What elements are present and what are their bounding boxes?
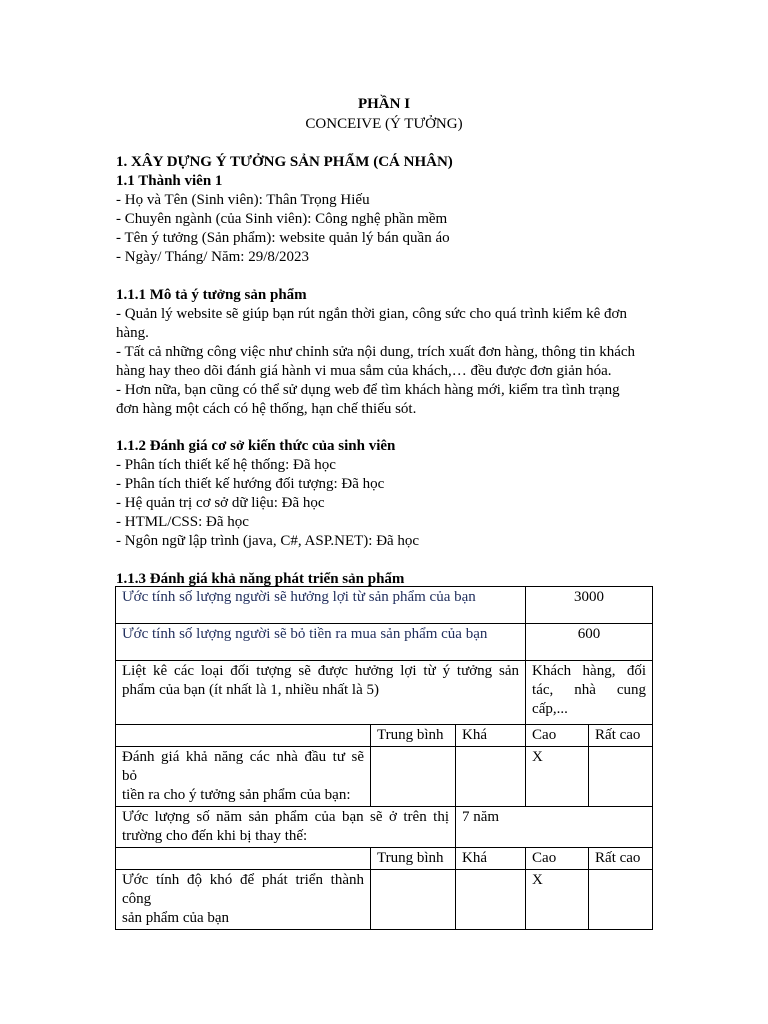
knowledge-line: - Phân tích thiết kế hướng đối tượng: Đã học: [116, 476, 385, 492]
table-row: [116, 807, 653, 848]
empty-cell: [371, 747, 456, 807]
difficulty-question-line: sản phẩm của bạn: [122, 910, 230, 926]
table-row: [116, 848, 653, 870]
table-row: [116, 587, 653, 624]
scale-very-high: Rất cao: [589, 725, 653, 747]
part-heading: PHẦN I: [357, 96, 411, 112]
blank-cell: [116, 848, 371, 870]
desc-title: 1.1.1 Mô tả ý tưởng sản phẩm: [116, 287, 307, 303]
years-question: [116, 807, 456, 848]
idea-name: - Tên ý tưởng (Sản phẩm): website quản lý bán quần áo: [116, 230, 450, 246]
table-row: [116, 624, 653, 661]
desc-line: - Hơn nữa, bạn cũng có thể sử dụng web để tìm khách hàng mới, kiểm tra tình trạng: [116, 382, 620, 398]
objects-value-line: tác, nhà cung: [532, 682, 647, 698]
desc-line: hàng hay theo dõi đánh giá hành vi mua sắm của khách,… đều được đơn giản hóa.: [116, 363, 612, 379]
table-row: [116, 870, 653, 930]
investor-question-line: tiền ra cho ý tưởng sản phẩm của bạn:: [122, 787, 351, 803]
member-title: 1.1 Thành viên 1: [116, 173, 223, 189]
objects-question: [116, 661, 526, 725]
empty-cell: [589, 870, 653, 930]
member-major: - Chuyên ngành (của Sinh viên): Công nghệ phần mềm: [116, 211, 448, 227]
investor-question: [116, 747, 371, 807]
objects-value-line: cấp,...: [532, 701, 568, 717]
scale-fair: Khá: [456, 725, 526, 747]
member-name: - Họ và Tên (Sinh viên): Thân Trọng Hiếu: [116, 192, 370, 208]
knowledge-title: 1.1.2 Đánh giá cơ sở kiến thức của sinh viên: [116, 438, 396, 454]
development-table: [115, 586, 653, 930]
objects-value: [526, 661, 653, 725]
scale-high: Cao: [526, 725, 589, 747]
blank-cell: [116, 725, 371, 747]
investor-mark: X: [526, 747, 589, 807]
part-subheading: CONCEIVE (Ý TƯỞNG): [305, 116, 463, 132]
table-row: [116, 725, 653, 747]
empty-cell: [456, 870, 526, 930]
years-question-line: Ước lượng số năm sản phẩm của bạn sẽ ở trên thị: [122, 809, 449, 825]
beneficiaries-question: Ước tính số lượng người sẽ hưởng lợi từ sản phẩm của bạn: [116, 587, 526, 624]
scale-fair: Khá: [456, 848, 526, 870]
desc-line: hàng.: [116, 325, 149, 341]
investor-question-line: bỏ: [122, 768, 137, 784]
investor-question-line: Đánh giá khả năng các nhà đầu tư sẽ: [122, 749, 364, 765]
section-title: 1. XÂY DỰNG Ý TƯỞNG SẢN PHẨM (CÁ NHÂN): [116, 154, 453, 170]
table-row: [116, 747, 653, 807]
empty-cell: [589, 747, 653, 807]
years-question-line: trường cho đến khi bị thay thế:: [122, 828, 308, 844]
beneficiaries-value: 3000: [526, 587, 653, 624]
years-value: 7 năm: [456, 807, 653, 848]
dev-title: 1.1.3 Đánh giá khả năng phát triển sản phẩm: [116, 571, 405, 587]
scale-average: Trung bình: [371, 725, 456, 747]
buyers-value: 600: [526, 624, 653, 661]
knowledge-line: - Phân tích thiết kế hệ thống: Đã học: [116, 457, 336, 473]
knowledge-line: - HTML/CSS: Đã học: [116, 514, 249, 530]
desc-line: - Quản lý website sẽ giúp bạn rút ngắn thời gian, công sức cho quá trình kiểm kê đơn: [116, 306, 627, 322]
objects-value-line: Khách hàng, đối: [532, 663, 647, 679]
empty-cell: [456, 747, 526, 807]
desc-line: đơn hàng một cách có hệ thống, hạn chế thiếu sót.: [116, 401, 417, 417]
knowledge-line: - Hệ quản trị cơ sở dữ liệu: Đã học: [116, 495, 325, 511]
empty-cell: [371, 870, 456, 930]
scale-average: Trung bình: [371, 848, 456, 870]
difficulty-question-line: Ước tính độ khó để phát triển thành: [122, 872, 364, 888]
scale-high: Cao: [526, 848, 589, 870]
desc-line: - Tất cả những công việc như chỉnh sửa nội dung, trích xuất đơn hàng, thông tin khách: [116, 344, 636, 360]
difficulty-mark: X: [526, 870, 589, 930]
objects-question-line: phẩm của bạn (ít nhất là 1, nhiều nhất là 5): [122, 682, 379, 698]
idea-date: - Ngày/ Tháng/ Năm: 29/8/2023: [116, 249, 310, 265]
table-row: [116, 661, 653, 725]
difficulty-question-line: công: [122, 891, 152, 907]
knowledge-line: - Ngôn ngữ lập trình (java, C#, ASP.NET): Đã học: [116, 533, 420, 549]
difficulty-question: [116, 870, 371, 930]
buyers-question: Ước tính số lượng người sẽ bỏ tiền ra mua sản phẩm của bạn: [116, 624, 526, 661]
scale-very-high: Rất cao: [589, 848, 653, 870]
objects-question-line: Liệt kê các loại đối tượng sẽ được hưởng lợi từ ý tưởng sản: [122, 663, 520, 679]
